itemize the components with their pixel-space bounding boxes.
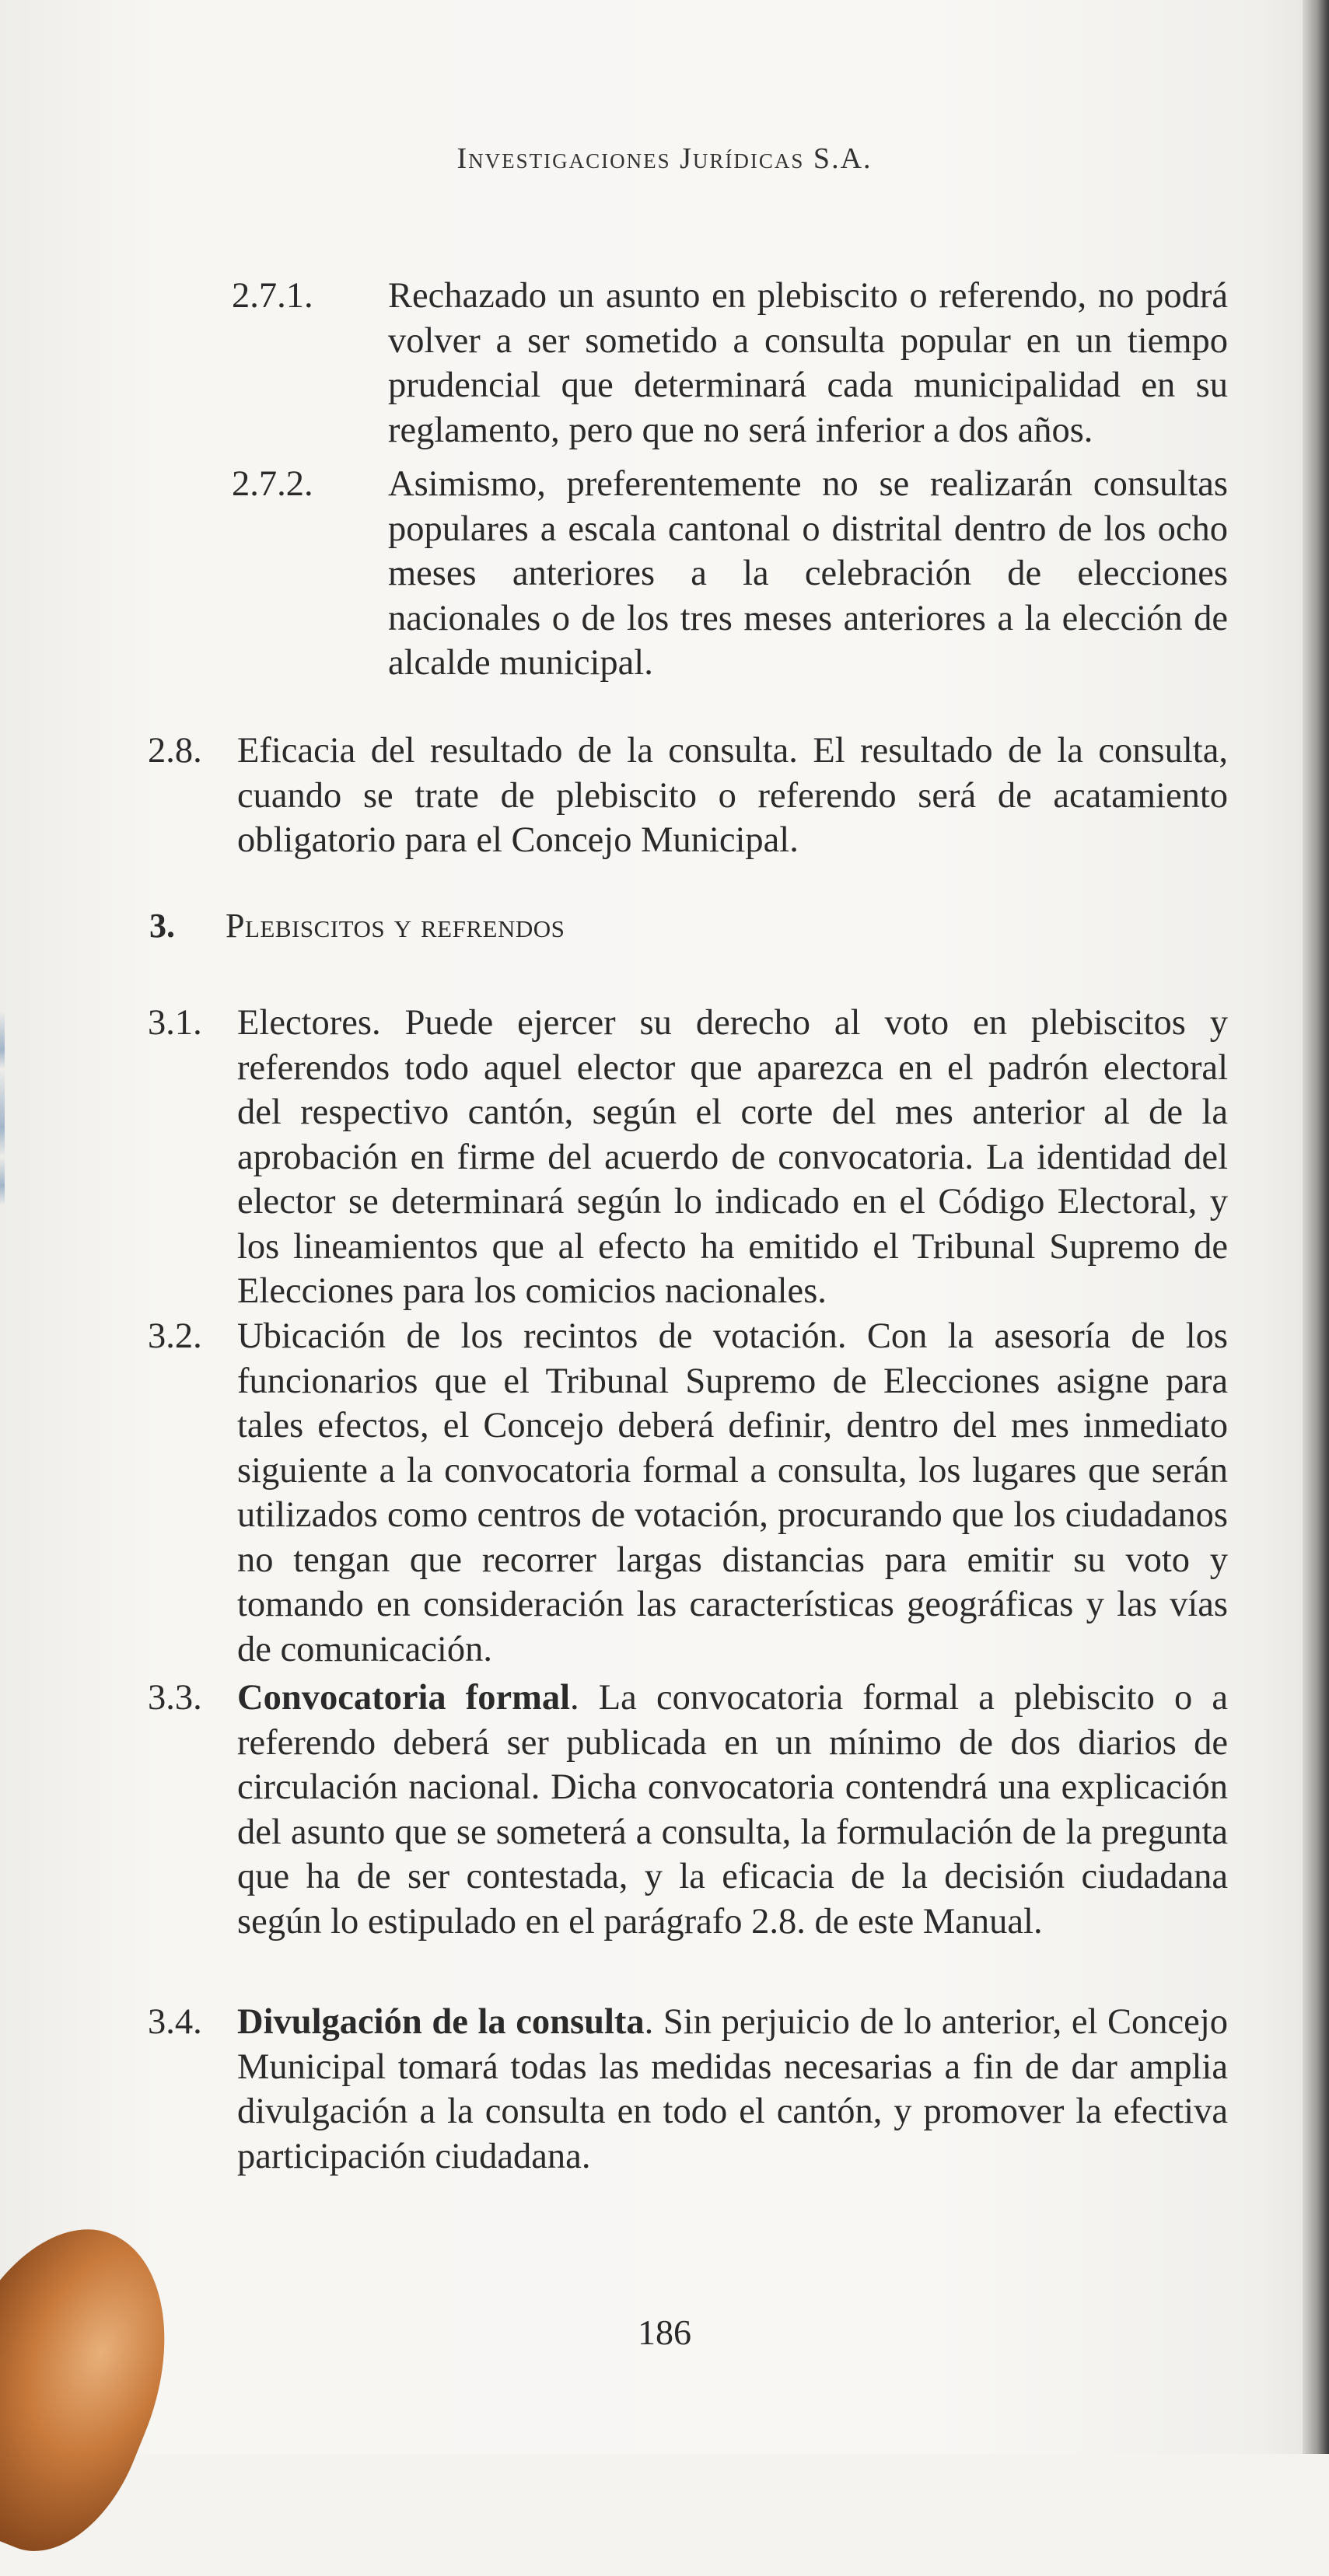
paragraph-2-8: Eficacia del resultado de la consulta. El resultado de la consulta, cuando se trate de plebiscito o referendo será de acatamiento obligatorio para el Concejo Municipal. [237,731,1228,860]
paragraph-2-7-1: Rechazado un asunto en plebiscito o referendo, no podrá volver a ser sometido a consulta popular en un tiempo prudencial que determinará cada municipalidad en su reglamento, pero que no será inferior a dos años. [388,276,1228,450]
page-number: 186 [638,2312,691,2352]
item-number-2-8: 2.8. [148,731,202,771]
paragraph-3-2: Ubicación de los recintos de votación. Con la asesoría de los funcionarios que el Tribunal Supremo de Elecciones asigne para tales efectos, el Concejo deberá definir, dentro del mes inmediato siguiente a la convocatoria formal a consulta, los lugares que serán utilizados como centros de votación, procurando que los ciudadanos no tengan que recorrer largas distancias para emitir su voto y tomando en consideración las características geográficas y las vías de comunicación. [237,1316,1228,1669]
paragraph-3-3-text: . La convocatoria formal a plebiscito o a referendo deberá ser publicada en un mínimo de dos diarios de circulación nacional. Dicha convocatoria contendrá una explicación del asunto que se someterá a consulta, la formulación de la pregunta que ha de ser contestada, y la eficacia de la decisión ciudadana según lo estipulado en el parágrafo 2.8. de este Manual. [237,1678,1228,1942]
running-header: Investigaciones Jurídicas S.A. [456,142,873,175]
page-edge-marks [0,1011,5,1205]
item-number-3-3: 3.3. [148,1678,202,1718]
paragraph-2-7-2: Asimismo, preferentemente no se realizarán consultas populares a escala cantonal o distrital dentro de los ocho meses anteriores a la celebración de elecciones nacionales o de los tres meses anteriores a la elección de alcalde municipal. [388,464,1228,683]
item-number-3-1: 3.1. [148,1003,202,1043]
paragraph-3-1: Electores. Puede ejercer su derecho al voto en plebiscitos y referendos todo aquel elector que aparezca en el padrón electoral del respectivo cantón, según el corte del mes anterior al de la aprobación en firme del acuerdo de convocatoria. La identidad del elector se determinará según lo indicado en el Código Electoral, y los lineamientos que al efecto ha emitido el Tribunal Supremo de Elecciones para los comicios nacionales. [237,1003,1228,1311]
item-number-2-7-1: 2.7.1. [232,276,313,316]
book-spine-shadow [1303,0,1329,2454]
section-number-3: 3. [149,907,175,945]
paragraph-3-4-text: . Sin perjuicio de lo anterior, el Concejo Municipal tomará todas las medidas necesarias a fin de dar amplia divulgación a la consulta en todo el cantón, y promover la efectiva participación ciudadana. [237,2002,1228,2176]
paragraph-3-4-label: Divulgación de la consulta [237,2002,645,2042]
paragraph-3-4 [237,2000,1228,2179]
paragraph-3-3-label: Convocatoria formal [237,1678,571,1718]
item-number-2-7-2: 2.7.2. [232,464,313,504]
item-number-3-2: 3.2. [148,1316,202,1356]
item-number-3-4: 3.4. [148,2002,202,2042]
section-title-3: Plebiscitos y refrendos [226,907,565,945]
paragraph-3-3 [237,1676,1228,1944]
thumb-holding-page [0,2198,209,2576]
